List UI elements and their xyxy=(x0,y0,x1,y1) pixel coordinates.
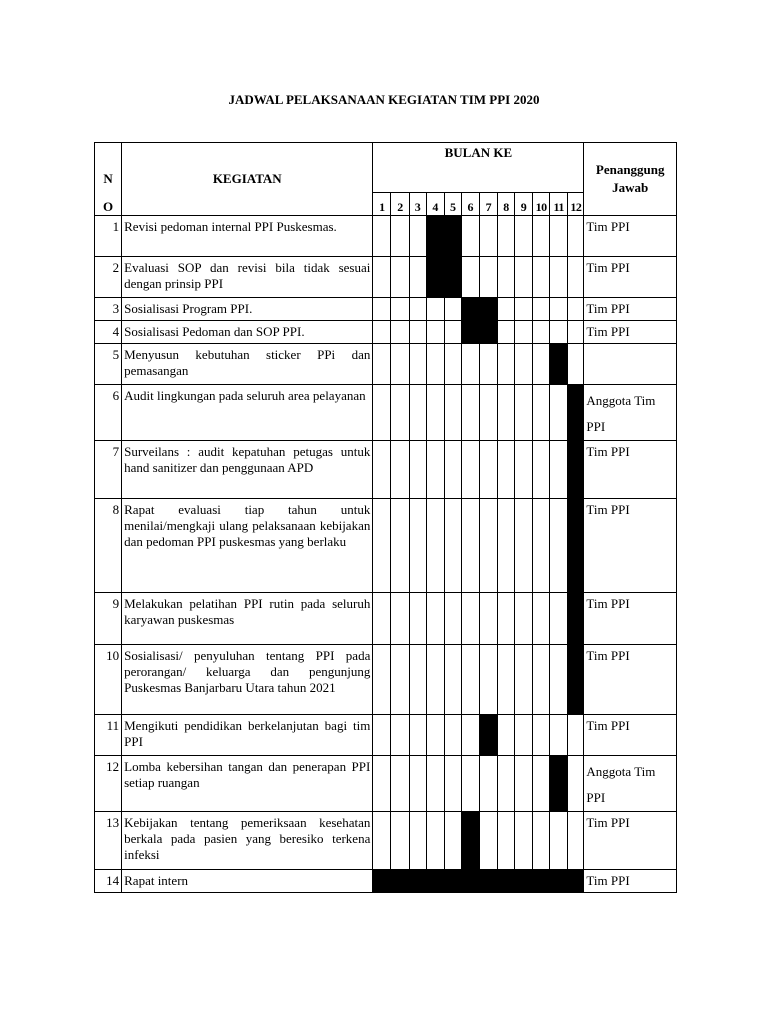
month-cell xyxy=(497,385,514,441)
month-cell xyxy=(568,715,584,756)
month-cell xyxy=(391,715,409,756)
month-cell xyxy=(497,715,514,756)
month-cell xyxy=(409,645,426,715)
month-cell xyxy=(373,321,391,344)
month-header-8: 8 xyxy=(497,193,514,216)
table-row xyxy=(95,870,677,893)
month-header-2: 2 xyxy=(391,193,409,216)
month-cell xyxy=(514,593,532,645)
month-cell-filled xyxy=(497,870,514,893)
month-cell xyxy=(550,216,568,257)
month-cell-filled xyxy=(533,870,550,893)
month-header-10: 10 xyxy=(533,193,550,216)
row-number: 6 xyxy=(95,385,122,441)
month-cell xyxy=(409,715,426,756)
month-header-7: 7 xyxy=(479,193,497,216)
month-cell xyxy=(409,344,426,385)
month-cell-filled xyxy=(550,870,568,893)
header-penanggung-jawab xyxy=(584,143,677,216)
month-cell xyxy=(497,441,514,499)
month-cell xyxy=(568,216,584,257)
responsible-cell: Anggota Tim PPI xyxy=(584,385,677,441)
month-cell xyxy=(479,344,497,385)
month-cell xyxy=(550,298,568,321)
month-cell xyxy=(409,321,426,344)
month-cell xyxy=(568,257,584,298)
month-cell xyxy=(550,499,568,593)
month-cell xyxy=(409,812,426,870)
month-cell xyxy=(426,756,444,812)
month-cell xyxy=(514,756,532,812)
month-cell xyxy=(568,812,584,870)
month-cell xyxy=(373,756,391,812)
month-cell xyxy=(514,715,532,756)
table-row xyxy=(95,257,677,298)
month-cell xyxy=(373,593,391,645)
month-cell xyxy=(479,499,497,593)
month-cell-filled xyxy=(568,441,584,499)
month-cell xyxy=(461,385,479,441)
activity-cell: Menyusun kebutuhan sticker PPi dan pemasangan xyxy=(122,344,373,385)
header-no-line1: N xyxy=(103,171,113,186)
month-cell xyxy=(533,298,550,321)
month-cell xyxy=(533,756,550,812)
month-cell xyxy=(497,298,514,321)
month-cell xyxy=(373,645,391,715)
activity-cell: Audit lingkungan pada seluruh area pelayanan xyxy=(122,385,373,441)
month-cell xyxy=(550,321,568,344)
month-cell xyxy=(391,756,409,812)
month-cell xyxy=(550,385,568,441)
month-cell xyxy=(426,441,444,499)
month-cell xyxy=(426,321,444,344)
month-cell xyxy=(533,257,550,298)
month-header-4: 4 xyxy=(426,193,444,216)
month-cell-filled xyxy=(426,216,444,257)
table-row xyxy=(95,321,677,344)
month-cell xyxy=(373,441,391,499)
row-number: 3 xyxy=(95,298,122,321)
month-cell xyxy=(426,645,444,715)
month-cell xyxy=(479,812,497,870)
month-cell xyxy=(409,216,426,257)
month-header-6: 6 xyxy=(461,193,479,216)
header-jawab: Jawab xyxy=(612,180,649,195)
month-header-5: 5 xyxy=(444,193,461,216)
month-cell xyxy=(497,257,514,298)
header-kegiatan: KEGIATAN xyxy=(122,143,373,216)
responsible-cell: Tim PPI xyxy=(584,441,677,499)
month-cell-filled xyxy=(426,870,444,893)
row-number: 12 xyxy=(95,756,122,812)
row-number: 10 xyxy=(95,645,122,715)
month-cell-filled xyxy=(426,257,444,298)
responsible-cell: Anggota Tim PPI xyxy=(584,756,677,812)
month-cell xyxy=(479,216,497,257)
month-cell xyxy=(391,216,409,257)
month-cell xyxy=(409,499,426,593)
month-cell xyxy=(444,756,461,812)
month-cell xyxy=(497,645,514,715)
activity-cell: Mengikuti pendidikan berkelanjutan bagi tim PPI xyxy=(122,715,373,756)
month-cell xyxy=(479,385,497,441)
document-title: JADWAL PELAKSANAAN KEGIATAN TIM PPI 2020 xyxy=(228,92,540,107)
month-cell xyxy=(391,385,409,441)
month-cell xyxy=(533,593,550,645)
month-header-12: 12 xyxy=(568,193,584,216)
month-cell xyxy=(391,257,409,298)
responsible-cell: Tim PPI xyxy=(584,298,677,321)
month-cell-filled xyxy=(444,257,461,298)
month-cell xyxy=(514,321,532,344)
activity-cell: Melakukan pelatihan PPI rutin pada seluruh karyawan puskesmas xyxy=(122,593,373,645)
month-cell xyxy=(444,499,461,593)
month-cell xyxy=(568,344,584,385)
month-cell xyxy=(461,593,479,645)
table-row xyxy=(95,385,677,441)
header-penanggung: Penanggung xyxy=(595,162,665,177)
month-cell xyxy=(426,385,444,441)
activity-cell: Rapat intern xyxy=(122,870,373,893)
month-cell-filled xyxy=(479,298,497,321)
month-cell xyxy=(426,812,444,870)
month-header-1: 1 xyxy=(373,193,391,216)
month-cell xyxy=(461,715,479,756)
month-cell xyxy=(391,812,409,870)
month-cell xyxy=(497,344,514,385)
month-cell xyxy=(497,812,514,870)
responsible-cell: Tim PPI xyxy=(584,812,677,870)
month-cell xyxy=(444,298,461,321)
month-cell xyxy=(444,645,461,715)
month-cell xyxy=(391,298,409,321)
month-cell xyxy=(533,441,550,499)
month-cell xyxy=(533,715,550,756)
month-cell xyxy=(533,385,550,441)
month-cell xyxy=(497,593,514,645)
header-no xyxy=(95,143,122,216)
row-number: 5 xyxy=(95,344,122,385)
month-header-9: 9 xyxy=(514,193,532,216)
row-number: 13 xyxy=(95,812,122,870)
row-number: 11 xyxy=(95,715,122,756)
month-cell xyxy=(533,812,550,870)
responsible-cell: Tim PPI xyxy=(584,321,677,344)
month-cell xyxy=(426,499,444,593)
row-number: 7 xyxy=(95,441,122,499)
row-number: 9 xyxy=(95,593,122,645)
month-cell xyxy=(497,756,514,812)
month-cell xyxy=(568,756,584,812)
month-cell xyxy=(514,441,532,499)
month-cell-filled xyxy=(479,870,497,893)
month-cell-filled xyxy=(550,756,568,812)
month-cell-filled xyxy=(568,385,584,441)
month-cell-filled xyxy=(409,870,426,893)
table-row xyxy=(95,216,677,257)
month-cell xyxy=(514,385,532,441)
month-cell-filled xyxy=(550,344,568,385)
month-cell xyxy=(391,321,409,344)
month-cell xyxy=(514,645,532,715)
month-cell xyxy=(444,385,461,441)
month-cell xyxy=(533,499,550,593)
month-cell xyxy=(514,812,532,870)
row-number: 4 xyxy=(95,321,122,344)
row-number: 2 xyxy=(95,257,122,298)
responsible-cell: Tim PPI xyxy=(584,499,677,593)
month-cell xyxy=(409,441,426,499)
month-cell xyxy=(426,593,444,645)
month-cell-filled xyxy=(568,870,584,893)
month-cell xyxy=(391,441,409,499)
responsible-cell: Tim PPI xyxy=(584,593,677,645)
month-cell xyxy=(550,441,568,499)
table-row xyxy=(95,645,677,715)
month-cell-filled xyxy=(461,870,479,893)
responsible-cell: Tim PPI xyxy=(584,257,677,298)
month-cell xyxy=(514,216,532,257)
responsible-cell: Tim PPI xyxy=(584,715,677,756)
activity-cell: Kebijakan tentang pemeriksaan kesehatan berkala pada pasien yang beresiko terkena infeksi xyxy=(122,812,373,870)
month-cell xyxy=(533,645,550,715)
table-row xyxy=(95,441,677,499)
table-row xyxy=(95,499,677,593)
month-cell xyxy=(514,257,532,298)
activity-cell: Sosialisasi/ penyuluhan tentang PPI pada perorangan/ keluarga dan pengunjung Puskesmas Banjarbaru Utara tahun 2021 xyxy=(122,645,373,715)
month-cell xyxy=(479,756,497,812)
month-cell xyxy=(550,257,568,298)
month-cell xyxy=(514,344,532,385)
month-cell xyxy=(568,298,584,321)
month-cell xyxy=(461,257,479,298)
activity-cell: Revisi pedoman internal PPI Puskesmas. xyxy=(122,216,373,257)
month-cell xyxy=(497,216,514,257)
month-cell xyxy=(444,321,461,344)
month-cell xyxy=(391,593,409,645)
month-cell xyxy=(426,344,444,385)
month-cell xyxy=(568,321,584,344)
month-cell xyxy=(391,499,409,593)
month-cell xyxy=(444,715,461,756)
header-bulan-ke: BULAN KE xyxy=(373,143,584,193)
month-cell xyxy=(461,216,479,257)
month-cell-filled xyxy=(444,216,461,257)
header-no-line2: O xyxy=(103,199,114,214)
month-cell xyxy=(479,441,497,499)
month-cell xyxy=(550,812,568,870)
month-header-3: 3 xyxy=(409,193,426,216)
month-cell-filled xyxy=(373,870,391,893)
responsible-cell: Tim PPI xyxy=(584,645,677,715)
month-cell xyxy=(461,499,479,593)
month-cell xyxy=(533,321,550,344)
responsible-cell xyxy=(584,344,677,385)
activity-cell: Sosialisasi Pedoman dan SOP PPI. xyxy=(122,321,373,344)
month-cell xyxy=(479,593,497,645)
month-cell xyxy=(409,593,426,645)
month-cell-filled xyxy=(479,715,497,756)
table-row xyxy=(95,756,677,812)
responsible-cell: Tim PPI xyxy=(584,216,677,257)
month-cell xyxy=(373,344,391,385)
month-cell xyxy=(373,812,391,870)
month-cell xyxy=(497,499,514,593)
month-cell xyxy=(426,298,444,321)
month-cell xyxy=(373,298,391,321)
month-cell xyxy=(444,593,461,645)
month-header-11: 11 xyxy=(550,193,568,216)
month-cell-filled xyxy=(568,593,584,645)
month-cell xyxy=(550,645,568,715)
month-cell xyxy=(533,216,550,257)
month-cell xyxy=(426,715,444,756)
activity-cell: Lomba kebersihan tangan dan penerapan PPI setiap ruangan xyxy=(122,756,373,812)
table-row xyxy=(95,715,677,756)
month-cell xyxy=(550,593,568,645)
month-cell xyxy=(391,645,409,715)
month-cell xyxy=(479,257,497,298)
row-number: 8 xyxy=(95,499,122,593)
month-cell xyxy=(550,715,568,756)
month-cell-filled xyxy=(514,870,532,893)
month-cell xyxy=(373,499,391,593)
responsible-cell: Tim PPI xyxy=(584,870,677,893)
month-cell xyxy=(373,715,391,756)
month-cell xyxy=(391,344,409,385)
month-cell-filled xyxy=(479,321,497,344)
month-cell xyxy=(444,441,461,499)
table-row xyxy=(95,298,677,321)
schedule-table xyxy=(94,142,677,893)
month-cell-filled xyxy=(461,321,479,344)
month-cell-filled xyxy=(461,812,479,870)
month-cell xyxy=(373,257,391,298)
row-number: 14 xyxy=(95,870,122,893)
activity-cell: Surveilans : audit kepatuhan petugas untuk hand sanitizer dan penggunaan APD xyxy=(122,441,373,499)
month-cell xyxy=(514,499,532,593)
month-cell-filled xyxy=(391,870,409,893)
month-cell xyxy=(409,257,426,298)
month-cell xyxy=(479,645,497,715)
month-cell xyxy=(533,344,550,385)
month-cell xyxy=(461,344,479,385)
activity-cell: Rapat evaluasi tiap tahun untuk menilai/mengkaji ulang pelaksanaan kebijakan dan pedoman PPI puskesmas yang berlaku xyxy=(122,499,373,593)
month-cell-filled xyxy=(568,499,584,593)
month-cell-filled xyxy=(444,870,461,893)
activity-cell: Evaluasi SOP dan revisi bila tidak sesuai dengan prinsip PPI xyxy=(122,257,373,298)
month-cell xyxy=(409,756,426,812)
month-cell xyxy=(461,756,479,812)
month-cell xyxy=(497,321,514,344)
month-cell xyxy=(514,298,532,321)
month-cell xyxy=(444,344,461,385)
month-cell xyxy=(373,216,391,257)
month-cell xyxy=(409,385,426,441)
activity-cell: Sosialisasi Program PPI. xyxy=(122,298,373,321)
table-row xyxy=(95,593,677,645)
table-row xyxy=(95,344,677,385)
month-cell xyxy=(461,441,479,499)
month-cell-filled xyxy=(568,645,584,715)
row-number: 1 xyxy=(95,216,122,257)
month-cell xyxy=(409,298,426,321)
month-cell-filled xyxy=(461,298,479,321)
month-cell xyxy=(461,645,479,715)
table-row xyxy=(95,812,677,870)
month-cell xyxy=(373,385,391,441)
month-cell xyxy=(444,812,461,870)
